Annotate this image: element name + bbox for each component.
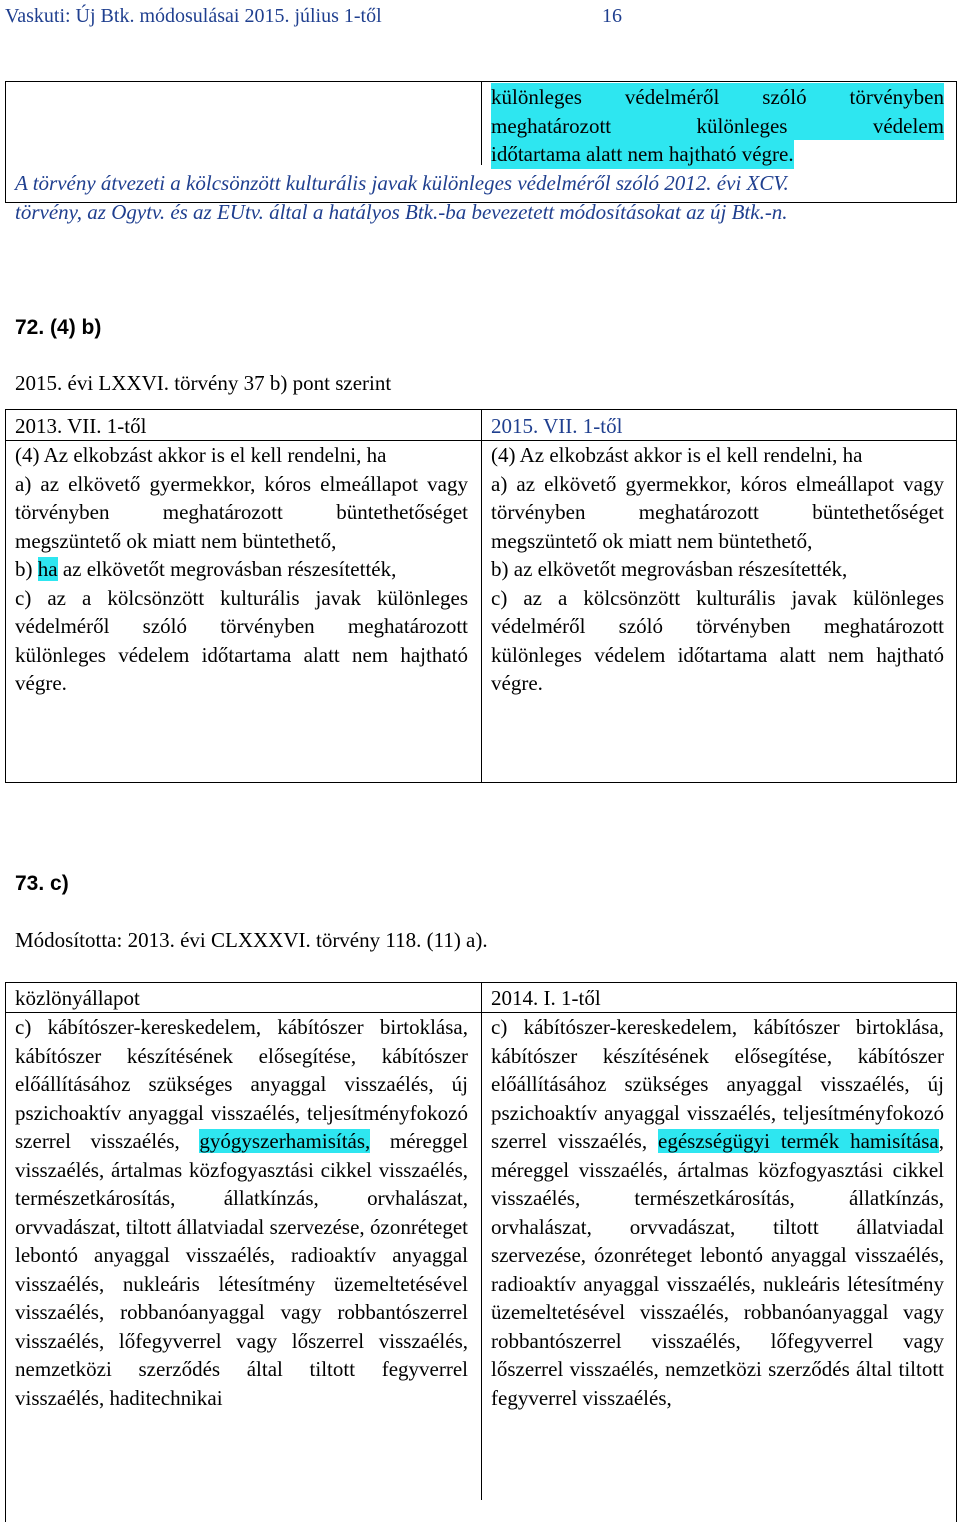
prev-table-right-cell <box>491 83 944 169</box>
left-para-b <box>15 555 468 584</box>
left-para-a: a) az elkövető gyermekkor, kóros elmeállapot vagy törvényben meghatározott büntethetőséget megszüntető ok miatt nem büntethető, <box>15 471 468 553</box>
running-header <box>5 2 622 31</box>
right-para-b: b) az elkövetőt megrovásban részesítették, <box>491 557 848 581</box>
left-para-b-prefix: b) <box>15 557 38 581</box>
right-para-a: a) az elkövető gyermekkor, kóros elmeállapot vagy törvényben meghatározott büntethetőséget megszüntető ok miatt nem büntethető, <box>491 471 944 553</box>
left-c-text-a: c) kábítószer-kereskedelem, kábítószer birtoklása, kábítószer készítésének elősegítése, kábítószer előállításához szükséges anyaggal visszaélés, új pszichoaktív anyaggal visszaélés, teljesítményfokozó szerrel visszaélés, <box>15 1015 468 1153</box>
highlight-line-3: időtartama alatt nem hajtható végre. <box>491 140 794 169</box>
amendment-note-line-2: törvény, az Ogytv. és az EUtv. által a hatályos Btk.-ba bevezetett módosításokat az új Btk.-n. <box>15 199 788 224</box>
section-73-right-text <box>491 1013 944 1412</box>
right-c-text-b: , méreggel visszaélés, ártalmas közfogyasztási cikkel visszaélés, természetkárosítás, állatkínzás, orvhalászat, orvvadászat, tiltott állatviadal szervezése, ózonréteget lebontó anyaggal visszaélés, radioaktív anyaggal visszaélés, nukleáris létesítmény üzemeltetésével visszaélés, robbanóanyaggal vagy robbantószerrel visszaélés, lőfegyverrel vagy lőszerrel visszaélés, nemzetközi szerződés által tiltott fegyverrel visszaélés, <box>491 1129 944 1410</box>
section-73-right-header: 2014. I. 1-től <box>491 986 601 1010</box>
left-para-b-highlight: ha <box>37 557 58 581</box>
section-73-left-header: közlönyállapot <box>15 986 140 1010</box>
section-72-source: 2015. évi LXXVI. törvény 37 b) pont szerint <box>15 371 392 395</box>
section-73-left-text <box>15 1013 468 1412</box>
section-72-left-header: 2013. VII. 1-től <box>15 414 147 438</box>
left-c-para <box>15 1013 468 1412</box>
right-c-para <box>491 1013 944 1412</box>
section-72-divider <box>481 409 482 783</box>
section-73-source: Módosította: 2013. évi CLXXXVI. törvény 118. (11) a). <box>15 928 488 952</box>
left-c-highlight: gyógyszerhamisítás, <box>199 1129 371 1153</box>
section-73-divider <box>481 982 482 1500</box>
left-c-text-b: méreggel visszaélés, ártalmas közfogyasztási cikkel visszaélés, természetkárosítás, állatkínzás, orvhalászat, orvvadászat, tiltott állatviadal szervezése, ózonréteget lebontó anyaggal visszaélés, radioaktív anyaggal visszaélés, nukleáris létesítmény üzemeltetésével visszaélés, robbanóanyaggal vagy robbantószerrel visszaélés, lőfegyverrel vagy lőszerrel visszaélés, nemzetközi szerződés által tiltott fegyverrel visszaélés, haditechnikai <box>15 1129 469 1410</box>
left-para-4: (4) Az elkobzást akkor is el kell rendelni, ha <box>15 443 387 467</box>
page-number: 16 <box>602 5 622 27</box>
left-para-b-rest: az elkövetőt megrovásban részesítették, <box>57 557 397 581</box>
left-para-c: c) az a kölcsönzött kulturális javak különleges védelméről szóló törvényben meghatározott különleges védelem időtartama alatt nem hajtható végre. <box>15 585 468 695</box>
amendment-note-line-1: A törvény átvezeti a kölcsönzött kulturális javak különleges védelméről szóló 2012. évi XCV. <box>15 171 789 195</box>
section-72-right-header: 2015. VII. 1-től <box>491 414 623 438</box>
section-72-heading: 72. (4) b) <box>15 316 102 339</box>
section-73-heading: 73. c) <box>15 872 69 895</box>
highlight-line-2: meghatározott különleges védelem <box>491 112 944 141</box>
right-para-4: (4) Az elkobzást akkor is el kell rendelni, ha <box>491 443 863 467</box>
right-c-highlight: egészségügyi termék hamisítása <box>658 1129 939 1153</box>
prev-table-divider <box>481 81 482 165</box>
highlight-line-1: különleges védelméről szóló törvényben <box>491 83 944 112</box>
section-72-right-text <box>491 441 944 698</box>
section-72-left-text <box>15 441 468 698</box>
right-c-text-a: c) kábítószer-kereskedelem, kábítószer birtoklása, kábítószer készítésének elősegítése, kábítószer előállításához szükséges anyaggal visszaélés, új pszichoaktív anyaggal visszaélés, teljesítményfokozó szerrel visszaélés, <box>491 1015 944 1153</box>
amendment-note <box>15 169 950 226</box>
right-para-c: c) az a kölcsönzött kulturális javak különleges védelméről szóló törvényben meghatározott különleges védelem időtartama alatt nem hajtható végre. <box>491 585 944 695</box>
running-header-title: Vaskuti: Új Btk. módosulásai 2015. július 1-től <box>5 5 382 27</box>
